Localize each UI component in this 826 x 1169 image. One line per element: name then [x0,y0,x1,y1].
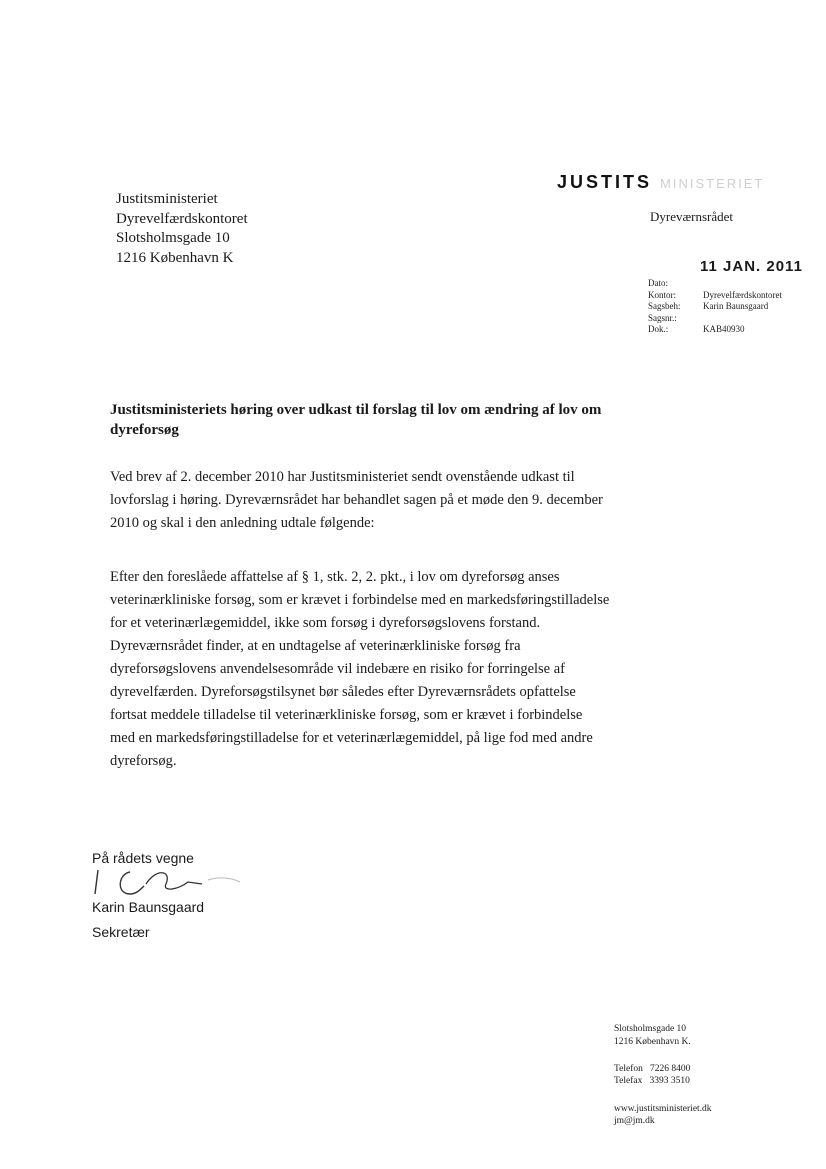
meta-sagsbeh-label: Sagsbeh: [648,301,681,311]
footer-phone-value: 7226 8400 [650,1064,691,1074]
footer-email: jm@jm.dk [614,1116,655,1126]
recipient-line-3: Slotsholmsgade 10 [116,230,230,246]
footer-fax [614,1075,690,1087]
meta-dok-value: KAB40930 [703,324,745,334]
footer-web: www.justitsministeriet.dk [614,1104,712,1114]
meta-sagsbeh-value: Karin Baunsgaard [703,301,769,311]
signature-role: Sekretær [92,924,150,940]
recipient-line-1: Justitsministeriet [116,191,218,207]
case-metadata [648,278,782,336]
date-stamp: 11 JAN. 2011 [700,258,803,275]
letter-title: Justitsministeriets høring over udkast til forslag til lov om ændring af lov om dyreforsøg [110,402,602,438]
meta-kontor-label: Kontor: [648,289,676,300]
meta-kontor-value: Dyrevelfærdskontoret [703,289,782,300]
handwritten-signature [90,864,250,902]
signature-on-behalf: På rådets vegne [92,850,194,866]
paragraph-1: Ved brev af 2. december 2010 har Justitsministeriet sendt ovenstående udkast til lovforslag i høring. Dyreværnsrådet har behandlet sagen på et møde den 9. december 2010 og skal i den anledning udtale følgende: [110,469,603,531]
meta-dato-label: Dato: [648,278,668,288]
footer-fax-value: 3393 3510 [649,1076,690,1086]
sender-brand-faded: MINISTERIET [660,176,765,191]
sender-logo [557,172,764,193]
footer-city: 1216 København K. [614,1037,691,1047]
recipient-address [116,190,248,268]
meta-dok-label: Dok.: [648,324,669,334]
recipient-line-4: 1216 København K [116,249,234,266]
footer-fax-label: Telefax [614,1076,643,1086]
footer-phone [614,1063,690,1075]
meta-sagsnr-label: Sagsnr.: [648,312,677,323]
signature-name: Karin Baunsgaard [92,899,205,915]
sender-brand: JUSTITS [557,172,653,192]
recipient-line-2: Dyrevelfærdskontoret [116,210,248,227]
paragraph-2: Efter den foreslåede affattelse af § 1, stk. 2, 2. pkt., i lov om dyreforsøg anses veterinærkliniske forsøg, som er krævet i forbindelse med en markedsføringstilladelse for et veterinærlægemiddel, ikke som forsøg i dyreforsøgslovens forstand. Dyreværnsrådet finder, at en undtagelse af veterinærkliniske forsøg fra dyreforsøgslovens anvendelsesområde vil indebære en risiko for forringelse af dyrevelfærden. Dyreforsøgstilsynet bør således efter Dyreværnsrådets opfattelse fortsat meddele tilladelse til veterinærkliniske forsøg, som er krævet i forbindelse med en markedsføringstilladelse for et veterinærlægemiddel, på lige fod med andre dyreforsøg. [110,569,610,769]
sender-department: Dyreværnsrådet [650,209,734,224]
footer-street: Slotsholmsgade 10 [614,1024,687,1034]
footer-phone-label: Telefon [614,1064,643,1074]
